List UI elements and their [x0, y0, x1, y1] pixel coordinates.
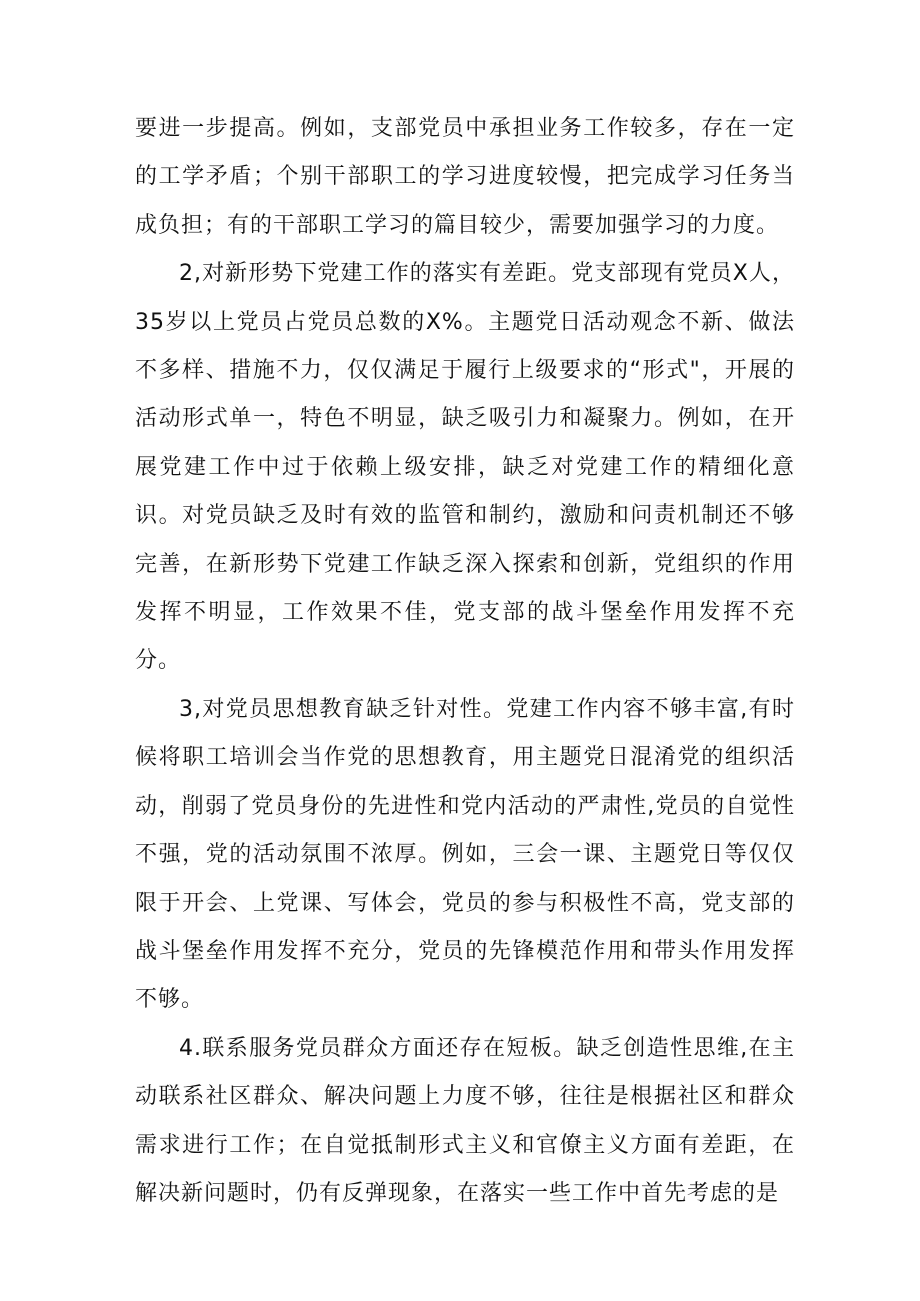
paragraph-item-4: 4.联系服务党员群众方面还存在短板。缺乏创造性思维,在主动联系社区群众、解决问题上力度不够，往往是根据社区和群众需求进行工作；在自觉抵制形式主义和官僚主义方面有差距，在解决新问题时，仍有反弹现象，在落实一些工作中首先考虑的是	[135, 1035, 795, 1206]
paragraph-item-2: 2,对新形势下党建工作的落实有差距。党支部现有党员X人，35岁以上党员占党员总数的X%。主题党日活动观念不新、做法不多样、措施不力，仅仅满足于履行上级要求的“形式"，开展的活动形式单一，特色不明显，缺乏吸引力和凝聚力。例如，在开展党建工作中过于依赖上级安排，缺乏对党建工作的精细化意识。对党员缺乏及时有效的监管和制约，激励和问责机制还不够完善，在新形势下党建工作缺乏深入探索和创新，党组织的作用发挥不明显，工作效果不佳，党支部的战斗堡垒作用发挥不充分。	[135, 261, 795, 674]
document-body	[135, 105, 795, 1218]
paragraph-item-3: 3,对党员思想教育缺乏针对性。党建工作内容不够丰富,有时候将职工培训会当作党的思想教育，用主题党日混淆党的组织活动，削弱了党员身份的先进性和党内活动的严肃性,党员的自觉性不强，党的活动氛围不浓厚。例如，三会一课、主题党日等仅仅限于开会、上党课、写体会，党员的参与积极性不高，党支部的战斗堡垒作用发挥不充分，党员的先锋模范作用和带头作用发挥不够。	[135, 696, 795, 1013]
paragraph-continuation: 要进一步提高。例如，支部党员中承担业务工作较多，存在一定的工学矛盾；个别干部职工的学习进度较慢，把完成学习任务当成负担；有的干部职工学习的篇目较少，需要加强学习的力度。	[135, 116, 795, 238]
